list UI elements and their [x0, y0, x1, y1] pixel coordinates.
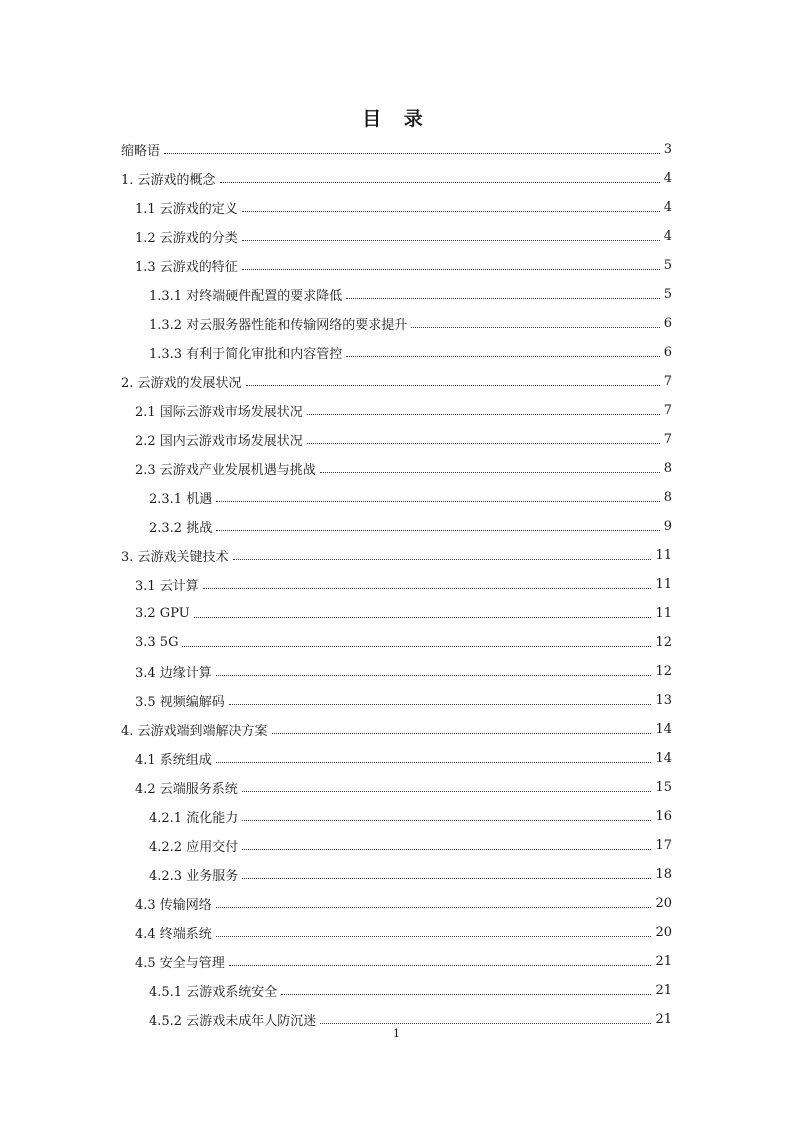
toc-entry[interactable]	[0, 454, 793, 482]
dot-leader	[242, 791, 652, 792]
toc-entry-label: 3.1 云计算	[135, 578, 199, 594]
toc-entry-label: 4.5.2 云游戏未成年人防沉迷	[149, 1013, 317, 1029]
toc-entry-page: 6	[663, 315, 672, 331]
toc-entry-label: 4.2 云端服务系统	[135, 781, 238, 797]
toc-entry-page: 20	[655, 924, 672, 940]
toc-entry[interactable]	[0, 570, 793, 598]
toc-entry-label: 3.5 视频编解码	[135, 694, 225, 710]
toc-entry-page: 21	[655, 953, 672, 969]
toc-entry-label: 1.2 云游戏的分类	[135, 230, 238, 246]
toc-entry-page: 18	[655, 866, 672, 882]
toc-entry-page: 3	[663, 141, 672, 157]
toc-entry-label: 4.3 传输网络	[135, 897, 212, 913]
toc-entry-label: 2.3.1 机遇	[149, 491, 213, 507]
dot-leader	[182, 646, 651, 647]
toc-entry-page: 21	[655, 1011, 672, 1027]
toc-entry-page: 21	[655, 982, 672, 998]
toc-entry[interactable]	[0, 193, 793, 221]
toc-entry-label: 1.3.1 对终端硬件配置的要求降低	[149, 288, 343, 304]
toc-entry-page: 7	[663, 402, 672, 418]
toc-entry[interactable]	[0, 425, 793, 453]
toc-entry[interactable]	[0, 309, 793, 337]
toc-entry-page: 15	[655, 779, 672, 795]
toc-entry[interactable]	[0, 164, 793, 192]
toc-entry[interactable]	[0, 715, 793, 743]
toc-entry-page: 12	[655, 634, 672, 650]
toc-entry-label: 4.5 安全与管理	[135, 955, 225, 971]
toc-entry-label: 4.4 终端系统	[135, 926, 212, 942]
dot-leader	[242, 849, 651, 850]
toc-entry[interactable]	[0, 338, 793, 366]
dot-leader	[216, 530, 660, 531]
toc-entry-page: 11	[655, 547, 672, 563]
toc-entry[interactable]	[0, 251, 793, 279]
toc-entry-page: 20	[655, 895, 672, 911]
toc-entry[interactable]	[0, 976, 793, 1004]
toc-entry-label: 1.3.3 有利于简化审批和内容管控	[149, 346, 343, 362]
toc-entry-page: 17	[655, 837, 672, 853]
toc-entry[interactable]	[0, 541, 793, 569]
toc-entry-page: 16	[655, 808, 672, 824]
toc-entry-page: 5	[663, 257, 672, 273]
toc-entry-label: 1. 云游戏的概念	[121, 172, 216, 188]
toc-entry[interactable]	[0, 135, 793, 163]
toc-entry[interactable]	[0, 918, 793, 946]
dot-leader	[233, 559, 652, 560]
toc-entry[interactable]	[0, 889, 793, 917]
dot-leader	[411, 327, 660, 328]
toc-entry[interactable]	[0, 686, 793, 714]
dot-leader	[346, 298, 660, 299]
toc-entry-label: 3.3 5G	[135, 634, 179, 650]
dot-leader	[220, 182, 660, 183]
dot-leader	[242, 269, 660, 270]
toc-entry-page: 4	[663, 228, 672, 244]
dot-leader	[242, 240, 660, 241]
toc-entry-page: 14	[655, 721, 672, 737]
dot-leader	[216, 936, 652, 937]
toc-entry[interactable]	[0, 802, 793, 830]
toc-entry[interactable]	[0, 947, 793, 975]
toc-entry-page: 7	[663, 431, 672, 447]
toc-entry-label: 2.3.2 挑战	[149, 520, 213, 536]
dot-leader	[216, 501, 660, 502]
dot-leader	[272, 733, 652, 734]
dot-leader	[320, 1023, 651, 1024]
dot-leader	[281, 994, 651, 995]
toc-entry-label: 2.1 国际云游戏市场发展状况	[135, 404, 303, 420]
toc-entry-page: 13	[655, 692, 672, 708]
dot-leader	[216, 762, 652, 763]
dot-leader	[203, 588, 652, 589]
toc-entry[interactable]	[0, 831, 793, 859]
toc-entry[interactable]	[0, 657, 793, 685]
dot-leader	[307, 414, 660, 415]
toc-entry-label: 3.4 边缘计算	[135, 665, 212, 681]
toc-entry-page: 9	[663, 518, 672, 534]
dot-leader	[242, 820, 651, 821]
dot-leader	[194, 617, 652, 618]
toc-entry-page: 6	[663, 344, 672, 360]
toc-entry-label: 1.3.2 对云服务器性能和传输网络的要求提升	[149, 317, 408, 333]
toc-entry-label: 3.2 GPU	[135, 605, 190, 621]
toc-entry-page: 11	[655, 605, 672, 621]
dot-leader	[320, 472, 660, 473]
toc-entry-label: 4.5.1 云游戏系统安全	[149, 984, 278, 1000]
page-number: 1	[393, 1027, 400, 1040]
toc-entry[interactable]	[0, 280, 793, 308]
toc-entry[interactable]	[0, 628, 793, 656]
toc-entry-label: 2.2 国内云游戏市场发展状况	[135, 433, 303, 449]
toc-entry[interactable]	[0, 483, 793, 511]
dot-leader	[216, 675, 652, 676]
dot-leader	[246, 385, 660, 386]
toc-entry-label: 4.1 系统组成	[135, 752, 212, 768]
toc-entry-page: 8	[663, 489, 672, 505]
toc-entry-page: 4	[663, 199, 672, 215]
toc-entry-label: 2.3 云游戏产业发展机遇与挑战	[135, 462, 316, 478]
toc-entry-label: 4.2.1 流化能力	[149, 810, 239, 826]
dot-leader	[346, 356, 660, 357]
toc-entry[interactable]	[0, 396, 793, 424]
dot-leader	[229, 965, 652, 966]
toc-entry-page: 12	[655, 663, 672, 679]
toc-entry-label: 缩略语	[121, 143, 161, 159]
toc-entry-page: 11	[655, 576, 672, 592]
dot-leader	[216, 907, 652, 908]
toc-entry-label: 2. 云游戏的发展状况	[121, 375, 242, 391]
toc-entry-page: 8	[663, 460, 672, 476]
dot-leader	[229, 704, 652, 705]
toc-entry[interactable]	[0, 512, 793, 540]
toc-entry-page: 4	[663, 170, 672, 186]
dot-leader	[242, 211, 660, 212]
dot-leader	[164, 153, 660, 154]
page-title: 目 录	[362, 108, 431, 130]
toc-entry-label: 1.1 云游戏的定义	[135, 201, 238, 217]
dot-leader	[242, 878, 651, 879]
toc-entry[interactable]	[0, 367, 793, 395]
toc-entry-page: 7	[663, 373, 672, 389]
toc-entry[interactable]	[0, 222, 793, 250]
toc-entry[interactable]	[0, 744, 793, 772]
toc-entry[interactable]	[0, 773, 793, 801]
toc-entry-page: 5	[663, 286, 672, 302]
toc-entry-label: 1.3 云游戏的特征	[135, 259, 238, 275]
toc-entry-label: 4.2.3 业务服务	[149, 868, 239, 884]
dot-leader	[307, 443, 660, 444]
toc-entry[interactable]	[0, 599, 793, 627]
toc-entry-label: 4. 云游戏端到端解决方案	[121, 723, 268, 739]
toc-entry[interactable]	[0, 860, 793, 888]
toc-entry-label: 3. 云游戏关键技术	[121, 549, 229, 565]
toc-entry-label: 4.2.2 应用交付	[149, 839, 239, 855]
toc-entry-page: 14	[655, 750, 672, 766]
